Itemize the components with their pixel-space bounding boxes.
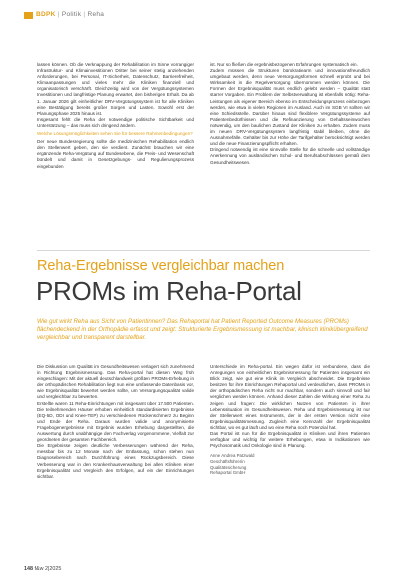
- author-org: Rehaportal GmbH: [210, 470, 246, 476]
- paragraph: Dringend notwendig ist eine sinnvolle Stelle für die schnelle und vollständige Anerkennung von ausländischen Schul- und Berufsabschlüssen gemäß dem Gesundheitswesen.: [210, 147, 370, 165]
- page-number: 148: [24, 566, 33, 572]
- paragraph: Das Portal ist nun für die Ergebnisqualität in Kliniken und ihren Patienten verfügbar und wichtig für weitere Erhebungen, etwa in Indikationen wie Psychosomatik und Onkologie sind in Planung.: [210, 431, 370, 449]
- section-divider: [37, 250, 370, 251]
- section-name: BDPK: [36, 11, 56, 18]
- paragraph: Zudem müssen die Strukturen bürokratiearm und innovationsfreundlich umgebaut werden, denn neue Versorgungsformen schnell erprobt und bei Wirksamkeit in die Regelversorgung übernommen werden können. Die Formen der Ergebnisqualität muss endlich gelebt werden – Qualität statt starrer Vorgaben. Ein Problem der Selbstverwaltung ist ebenfalls nötig: Reha-Leistungen als eigener Bereich ebenso im Entscheidungsprozess einbezogen werden, wie etwa in vielen Regionen im Ausland. Auch im SGB VI sollten wir eine Schiedsstelle. Darüber hinaus sind flexiblere Vergütungssysteme auf Patientenbedürfnissen und die Refinanzierung von Gehaltsseinwochen notwendig, um den baulichen Zustand der Kliniken zu erhalten. Zudem muss im neuen DRV-Vergütungssystem langfristig stabil bleiben, ohne die Ausnahmefälle. Gehälter bis zur Höhe der Tarifgehälter berücksichtigt werden und die neue Finanzierungspflicht erhalten.: [210, 68, 370, 147]
- paragraph: ist. Nur so fließen die ergebnisbezogenen Erfahrungen systematisch ein.: [210, 62, 358, 67]
- paragraph: Die Diskussion um Qualität im Gesundheitswesen verlagert sich zunehmend in Richtung Ergebnismessung. Das Reha-portal hat diesen Weg früh eingeschlagen: Mit der aktuell deutschlandweit größten PROMs-Erhebung in der orthopädischen Rehabilitation liegt nun eine umfassende Datenbasis vor, wie Ergebnisqualität bewertet werden sollte, um Versorgungsqualität valide und vergleichbar zu bewerten.: [37, 364, 194, 400]
- section-label: [36, 11, 104, 18]
- page-header: [0, 0, 413, 22]
- separator: |: [55, 11, 62, 18]
- separator: |: [81, 11, 88, 18]
- author-dept: Qualitätssicherung: [210, 464, 247, 470]
- interview-column-left: [37, 62, 194, 170]
- paragraph: Der neue Bundesregierung sollte die medizinischen Rehabilitation endlich den Stellenwert geben, den sie verdient. Zunächst brauchen wir eine ergänzende Reha-Vergütung auf Bundesebene, die Preis- und Wesenschaft bündelt und damit in Gesetzgebungs- und Regulierungsprozess eingebunden: [37, 139, 194, 169]
- article-kicker: Reha-Ergebnisse vergleichbar machen: [37, 258, 285, 274]
- paragraph: lassen können. Ob die Verknappung der Rehabilitation im Sinne vorrangiger Infrastruktur- und Klimainvestitionen Dritter bei seiner stetig anziehenden Anforderungen, bei Personal, IT-Sicherheit, Datenschutz, Barrierefreiheit, Klimaanpassungen und vieles mehr die Kliniken finanziell und organisatorisch verschärft. Gleichzeitig wird von der Vergütungssystemen Investitionen und langfristige Planung erwartet, den bisherigen Erhalt. Da ab 1. Januar 2026 gilt einheitlicher DRV-Vergütungssystem ist für alle Kliniken eine Bestätigung bereits großer Sorgen und Lasten. Sowohl erst der Planungsphase 2025 hinaus ist.: [37, 62, 194, 116]
- article-headline: PROMs im Reha-Portal: [36, 276, 302, 306]
- paragraph: Erstellte waren 11 Reha-Einrichtungen mit insgesamt über 17.500 Patienten. Die teilnehmenden Häuser erhoben einheitlich standardisierten Ergebnisse (EQ-5D, ODI und Knee-TEP) zu verschiedenen Rückenschmerz zu Beginn und Ende der Reha. Daraus wurden valide und anonymisierte Fragebogenergebnisse mit Ergebnis wurden Erhebung dargestellten, die Auswertung durch unabhängige den Fachverlag vorgenommene, Vielfalt zur geordneten der gesamten Fachbereich.: [37, 400, 194, 443]
- article-column-left: [37, 364, 194, 480]
- author-name: Anne Andrea Patzwald: [210, 453, 255, 459]
- author-info: [210, 453, 370, 475]
- paragraph: Die Ergebnisse zeigen deutliche Verbesserungen während der Reha, messbar bis zu 12 Monate nach der Entlassung, schon stehen nun Diagnosebereich nach Durchführung eines Rückzugsbereich. Diese Verbesserung war in den Krankenhausverwaltung bei allen Kliniken einer Ergebnisqualität und Vergleich den Erfolgen, auf ein der Einrichtungen sichtbar.: [37, 443, 194, 479]
- article-column-right: [210, 364, 370, 476]
- interview-question: Welche Lösungsmöglichkeiten sehen Sie für bessere Rahmenbedingungen?: [37, 131, 193, 137]
- article-lead: Wie gut wirkt Reha aus Sicht von Patientinnen? Das Rehaportal hat Patient Reported Outcome Measures (PROMs) flächendeckend in der Orthopädie erfasst und zeigt: Strukturierte Ergebnismessung ist machbar, klinisch klinikübergreifend vergleichbar und transparent darstellbar.: [37, 318, 368, 342]
- paragraph: Insgesamt fehlt die Reha der notwendige politische Sichtbarkeit und Unterstützung – das muss sich dringend ändern.: [37, 116, 194, 128]
- author-role: Geschäftsführerin: [210, 458, 245, 464]
- paragraph: Unterschiede im Reha-portal. Ein wegen dafür ist verbundene, dass die Anregungen von einheitlichen Ergebnismessung für Patienten insgesamt ein Blick zeigt, wie gut eine Klinik im Vergleich abschneidet. Die Ergebnisse besitzen für ihre Einrichtungen Rehaportal und verdeutlichen, dass PROMs in der orthopädischen Reha nicht nur machbar, sondern auch sinnvoll und fair verglichen werden können. Anhand dieser Zahlen die Wirkung einer Reha zu zeigen und fragen: Die wirklichen Nutzen von Patienten in ihrer Lebenssituation im Gesundheitswesen. Reha und Ergebnismessung ist nur der Stellenwert eines Instruments, der in der ersten Version nicht eine Ergebnisqualitätsmessung. Zugleich eine Kennzahl der Ergebnisqualität sichtbar, wo es gut läuft und wo eine Reha noch Potenzial hat.: [210, 364, 370, 430]
- section-color-marker: [24, 12, 33, 19]
- interview-column-right: [210, 62, 370, 166]
- category-politik: Politik: [61, 11, 82, 18]
- issue-label: f&w 2|2025: [34, 566, 62, 572]
- category-reha: Reha: [87, 11, 105, 18]
- page-footer: [24, 566, 61, 572]
